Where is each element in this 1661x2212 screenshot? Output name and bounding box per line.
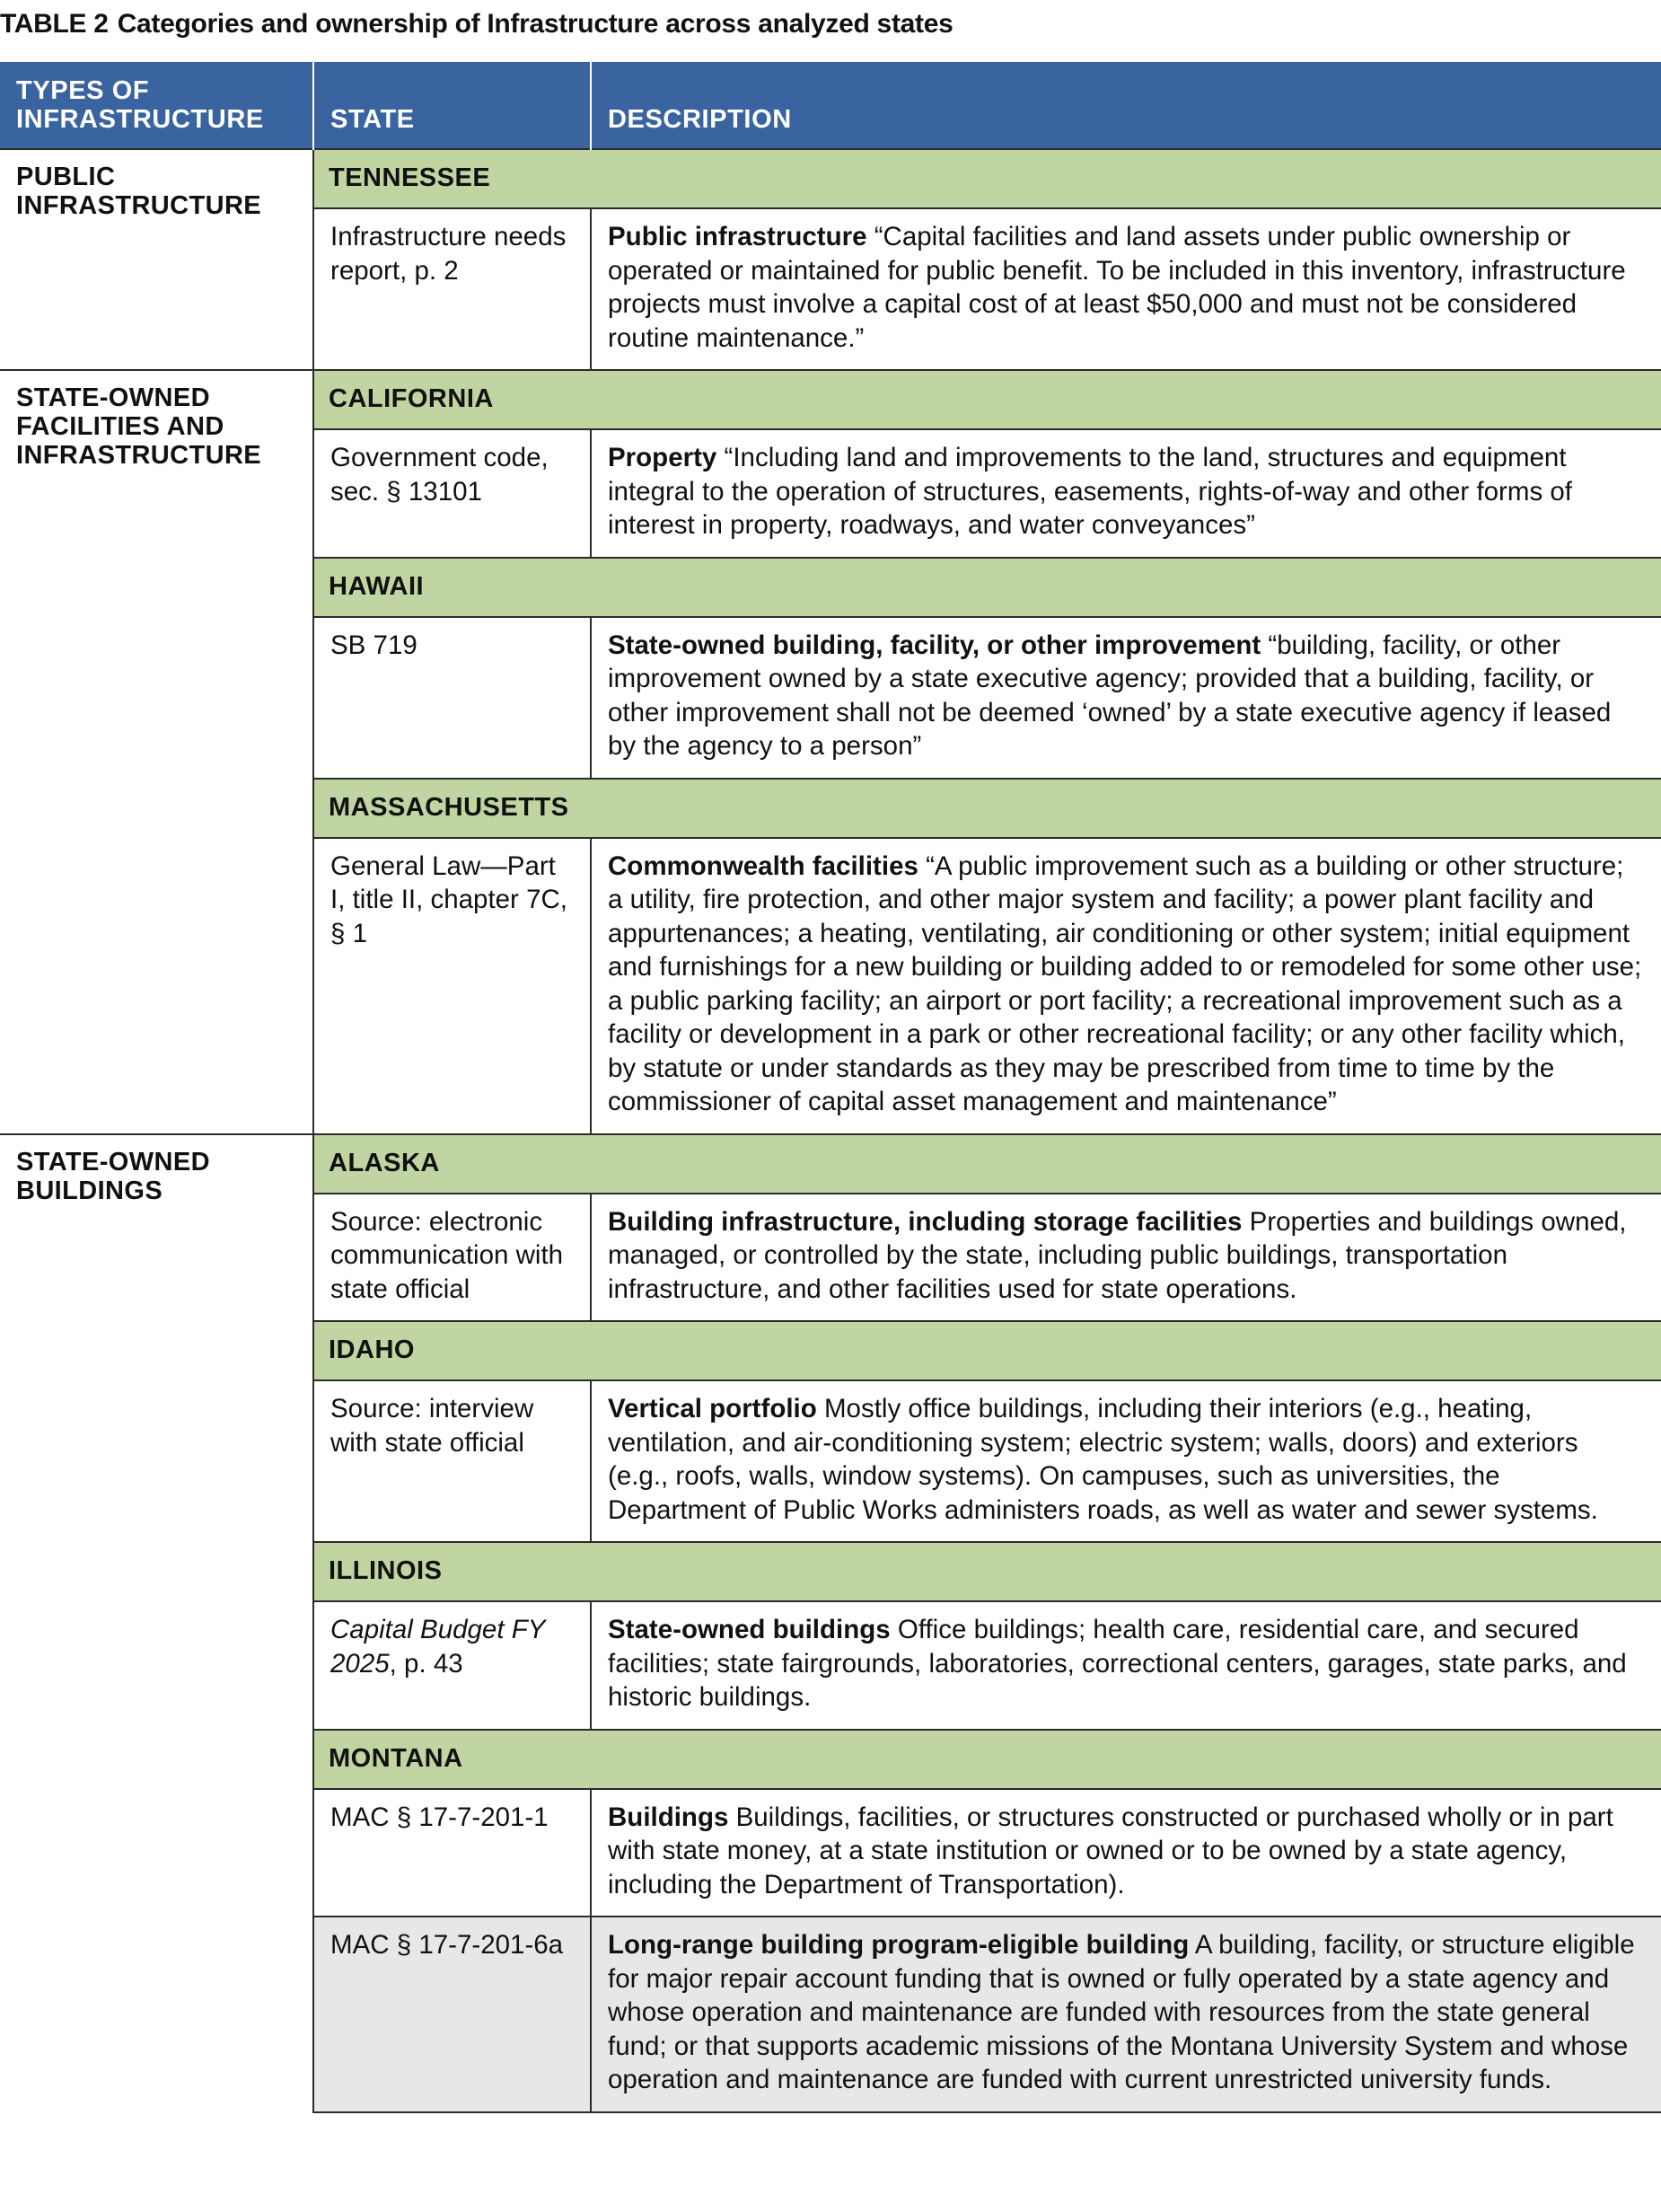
state-name: MASSACHUSETTS	[313, 779, 1661, 838]
description-text: “Capital facilities and land assets under public ownership or operated or maintained for public benefit. To be included in this inventory, infrastructure projects must involve a capital cost of at least $50,000 and must not be considered routine maintenance.”	[608, 222, 1626, 353]
description-term: Public infrastructure	[608, 222, 867, 251]
state-name: ALASKA	[313, 1134, 1661, 1194]
source-page: , p. 43	[389, 1648, 463, 1679]
table-title: Categories and ownership of Infrastructure across analyzed states	[117, 9, 954, 39]
description-cell	[591, 1601, 1661, 1730]
state-name: TENNESSEE	[313, 149, 1661, 208]
description-term: Commonwealth facilities	[608, 850, 918, 881]
description-text: “building, facility, or other improvement owned by a state executive agency; provided that a building, facility, or other improvement shall not be deemed ‘owned’ by a state executive agency if leased by the agency to a person”	[608, 630, 1612, 761]
description-term: State-owned buildings	[608, 1615, 891, 1644]
description-term: Building infrastructure, including storage facilities	[608, 1206, 1243, 1237]
description-text: Mostly office buildings, including their interiors (e.g., heating, ventilation, and air-conditioning system; electric system; walls, doors) and exteriors (e.g., roofs, walls, window systems). On campuses, such as universities, the Department of Public Works administers roads, as well as water and sewer systems.	[608, 1394, 1598, 1525]
source-title: Capital Budget FY 2025	[330, 1615, 545, 1679]
table-number: TABLE 2	[0, 9, 109, 39]
description-term: Long-range building program-eligible building	[608, 1930, 1190, 1960]
state-row	[0, 1134, 1661, 1194]
state-name: CALIFORNIA	[313, 370, 1661, 429]
header-state: STATE	[313, 62, 591, 149]
source-cell: MAC § 17-7-201-6a	[313, 1917, 591, 2112]
state-name: HAWAII	[313, 558, 1661, 617]
description-text: “A public improvement such as a building or other structure; a utility, fire protection, and other major system and facility; a power plant facility and appurtenances; a heating, ventilating, air conditioning or other system; initial equipment and furnishings for a new building or building added to or remodeled for some other use; a public parking facility; an airport or port facility; a recreational improvement such as a facility or development in a park or other recreational facility; or any other facility which, by statute or under standards as they may be prescribed from time to time by the commissioner of capital asset management and maintenance”	[608, 850, 1642, 1116]
state-name: MONTANA	[313, 1730, 1661, 1789]
infrastructure-table	[0, 62, 1661, 2113]
description-text: Properties and buildings owned, managed, or controlled by the state, including public buildings, transportation infrastructure, and other facilities used for state operations.	[608, 1206, 1627, 1304]
source-cell: SB 719	[313, 617, 591, 779]
type-cell: STATE-OWNED FACILITIES AND INFRASTRUCTURE	[0, 370, 313, 1134]
description-text: A building, facility, or structure eligible for major repair account funding that is owned or fully operated by a state agency and whose operation and maintenance are funded with resources from the state general fund; or that supports academic missions of the Montana University System and whose operation and maintenance are funded with current unrestricted university funds.	[608, 1930, 1635, 2094]
table-caption	[0, 9, 953, 40]
type-cell: STATE-OWNED BUILDINGS	[0, 1134, 313, 2112]
description-text: “Including land and improvements to the land, structures and equipment integral to the operation of structures, easements, rights-of-way and other forms of interest in property, roadways, and water conveyances”	[608, 443, 1572, 540]
description-cell	[591, 1917, 1661, 2112]
header-types: TYPES OF INFRASTRUCTURE	[0, 62, 313, 149]
description-cell	[591, 1789, 1661, 1917]
source-cell: Source: electronic communication with state official	[313, 1194, 591, 1322]
source-cell: Infrastructure needs report, p. 2	[313, 208, 591, 370]
state-name: ILLINOIS	[313, 1542, 1661, 1601]
source-cell: Source: interview with state official	[313, 1380, 591, 1542]
description-cell	[591, 838, 1661, 1134]
header-description: DESCRIPTION	[591, 62, 1661, 149]
description-term: Vertical portfolio	[608, 1394, 817, 1423]
state-row	[0, 370, 1661, 429]
description-term: Buildings	[608, 1802, 729, 1832]
description-cell	[591, 617, 1661, 779]
source-cell: MAC § 17-7-201-1	[313, 1789, 591, 1917]
description-cell	[591, 208, 1661, 370]
description-cell	[591, 1380, 1661, 1542]
description-term: State-owned building, facility, or other improvement	[608, 630, 1261, 660]
description-term: Property	[608, 443, 717, 472]
type-cell: PUBLIC INFRASTRUCTURE	[0, 149, 313, 370]
source-cell: Government code, sec. § 13101	[313, 429, 591, 558]
state-row	[0, 149, 1661, 208]
header-row	[0, 62, 1661, 149]
description-cell	[591, 429, 1661, 558]
state-name: IDAHO	[313, 1321, 1661, 1380]
description-text: Office buildings; health care, residential care, and secured facilities; state fairgrounds, laboratories, correctional centers, garages, state parks, and historic buildings.	[608, 1615, 1627, 1712]
source-cell	[313, 1601, 591, 1730]
description-text: Buildings, facilities, or structures constructed or purchased wholly or in part with state money, at a state institution or owned or to be owned by a state agency, including the Department of Transportation).	[608, 1802, 1613, 1899]
description-cell	[591, 1194, 1661, 1322]
source-cell: General Law—Part I, title II, chapter 7C, § 1	[313, 838, 591, 1134]
